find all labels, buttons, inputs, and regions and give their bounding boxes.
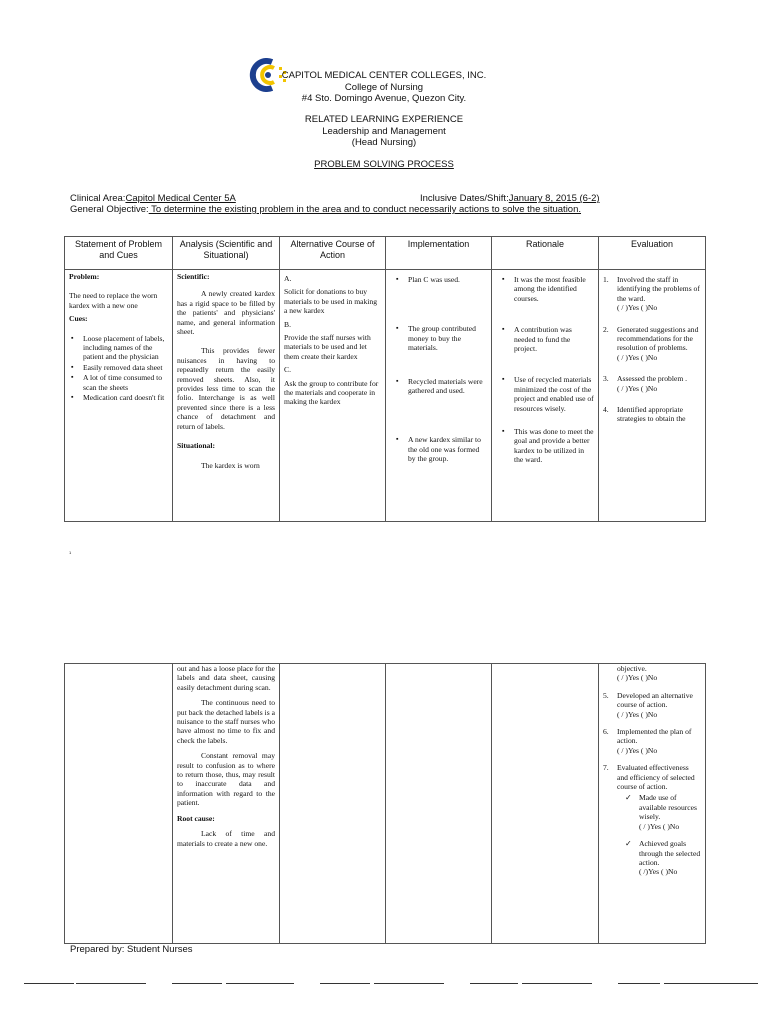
yes-no-mark: ( / )Yes ( )No: [617, 745, 658, 755]
alt-a-marker: A.: [284, 274, 292, 283]
implementation-item: ▪ A new kardex similar to the old one was formed by the group.: [408, 435, 487, 463]
evaluation-cell: [599, 270, 706, 522]
college-name: College of Nursing: [344, 82, 424, 93]
scientific-label: Scientific:: [177, 272, 210, 281]
cue-item: ▪ Medication card doesn't fit: [83, 393, 168, 402]
cues-label: Cues:: [69, 314, 88, 324]
evaluation-item: 2. Generated suggestions and recommendations for the resolution of problems. ( / )Yes ( )No: [603, 324, 699, 362]
implementation-item: ▪ The group contributed money to buy the materials.: [408, 324, 487, 352]
rationale-cell-continued: [492, 664, 599, 944]
prepared-by: Prepared by: Student Nurses: [70, 944, 193, 955]
evaluation-item: 4. Identified appropriate strategies to obtain the: [603, 405, 686, 424]
alt-b-marker: B.: [284, 319, 291, 329]
analysis-paragraph: out and has a loose place for the labels and data sheet, causing easily detachment during scan.: [177, 664, 275, 692]
page-marker: 1: [69, 550, 72, 555]
implementation-cell: [386, 270, 492, 522]
analysis-paragraph: Lack of time and materials to create a new one.: [177, 829, 275, 848]
checklist: [617, 793, 701, 876]
rationale-item: ▪ This was done to meet the goal and provide a better kardex to be utilized in the ward.: [514, 427, 594, 465]
dates-row: [420, 193, 689, 204]
clinical-area-value: Capitol Medical Center 5A: [125, 193, 236, 204]
header-alternative: Alternative Course of Action: [280, 237, 386, 270]
yes-no-mark: ( / )Yes ( )No: [617, 709, 658, 719]
implementation-item: ▪ Plan C was used.: [408, 275, 487, 284]
evaluation-continuation: objective. ( / )Yes ( )No: [617, 664, 658, 683]
alternatives-cell-continued: [280, 664, 386, 944]
rationale-list: [496, 275, 594, 465]
cue-item: ▪ Easily removed data sheet: [83, 363, 168, 372]
cues-list: [69, 334, 168, 403]
problem-label: Problem:: [69, 272, 100, 281]
analysis-paragraph: This provides fewer nuisances in having to repeatedly return the easily removed sheets. Also, it provides less time to scan the folio. Interchange is as well prevented since there is a less chance of detachment and return of labels.: [177, 346, 275, 431]
alt-a-text: Solicit for donations to buy materials to be used in making a new kardex: [284, 287, 378, 316]
root-cause-label: Root cause:: [177, 813, 215, 823]
analysis-cell: [173, 270, 280, 522]
alt-b-text: Provide the staff nurses with materials to be used and let them create their kardex: [284, 333, 371, 361]
course-title: Leadership and Management: [322, 126, 446, 137]
yes-no-mark: ( / )Yes ( )No: [639, 821, 680, 831]
problem-cell-continued: [65, 664, 173, 944]
analysis-paragraph: A newly created kardex has a rigid space to be filled by the patients' and physicians' name, and general information sheet.: [177, 289, 275, 337]
clinical-area-label: Clinical Area:: [70, 193, 126, 204]
dates-label: Inclusive Dates/Shift:: [420, 193, 509, 204]
evaluation-list: [603, 275, 701, 424]
rationale-cell: [492, 270, 599, 522]
evaluation-item: 3. Assessed the problem . ( / )Yes ( )No: [603, 374, 688, 393]
continuation-table: [64, 663, 706, 944]
rationale-item: ▪ Use of recycled materials minimized the cost of the project and enabled use of resources wisely.: [514, 375, 594, 413]
objective-row: [70, 204, 581, 215]
implementation-list: [390, 275, 487, 464]
implementation-cell-continued: [386, 664, 492, 944]
evaluation-item: 6. Implemented the plan of action. ( / )Yes ( )No: [603, 727, 692, 755]
yes-no-mark: ( / )Yes ( )No: [617, 303, 658, 313]
analysis-paragraph: The kardex is worn: [201, 460, 260, 470]
header-implementation: Implementation: [386, 237, 492, 270]
rle-title: RELATED LEARNING EXPERIENCE: [304, 114, 464, 125]
analysis-cell-continued: [173, 664, 280, 944]
yes-no-mark: ( /)Yes ( )No: [639, 867, 678, 877]
header-analysis: Analysis (Scientific and Situational): [173, 237, 280, 270]
signature-lines: [24, 983, 758, 985]
dates-value: January 8, 2015 (6-2): [508, 193, 600, 204]
alt-c-marker: C.: [284, 365, 291, 375]
yes-no-mark: ( / )Yes ( )No: [617, 673, 658, 683]
evaluation-item: 7. Evaluated effectiveness and efficiency of selected course of action. ✓ Made use of available resources wisely. ( / )Yes ( )No ✓ Achieved goals through the selected action. ( /)Yes ( )No: [617, 763, 701, 876]
address: #4 Sto. Domingo Avenue, Quezon City.: [301, 93, 467, 104]
rationale-item: ▪ A contribution was needed to fund the project.: [514, 325, 594, 353]
header-evaluation: Evaluation: [599, 237, 706, 270]
implementation-item: ▪ Recycled materials were gathered and used.: [408, 377, 487, 396]
problem-solving-table: [64, 236, 706, 522]
header-rationale: Rationale: [492, 237, 599, 270]
evaluation-list-continued: [603, 691, 701, 877]
document-title: PROBLEM SOLVING PROCESS: [314, 159, 454, 170]
yes-no-mark: ( / )Yes ( )No: [617, 383, 658, 393]
cue-item: ▪ A lot of time consumed to scan the sheets: [83, 373, 168, 392]
header-statement: Statement of Problem and Cues: [65, 237, 173, 270]
evaluation-item: 1. Involved the staff in identifying the problems of the ward. ( / )Yes ( )No: [603, 275, 700, 313]
problem-text: The need to replace the worn kardex with a new one: [69, 291, 158, 310]
yes-no-mark: ( / )Yes ( )No: [617, 352, 658, 362]
cue-item: ▪ Loose placement of labels, including names of the patient and the physician: [83, 334, 168, 362]
alternatives-cell: [280, 270, 386, 522]
course-subtitle: (Head Nursing): [351, 137, 417, 148]
clinical-area-row: [70, 193, 333, 204]
rationale-item: ▪ It was the most feasible among the identified courses.: [514, 275, 594, 303]
objective-value: To determine the existing problem in the area and to conduct necessarily actions to solve the situation.: [148, 204, 582, 215]
institution-name: CAPITOL MEDICAL CENTER COLLEGES, INC.: [281, 70, 487, 81]
check-item: ✓ Made use of available resources wisely. ( / )Yes ( )No: [639, 793, 701, 831]
situational-label: Situational:: [177, 441, 215, 451]
objective-label: General Objective:: [70, 204, 149, 215]
evaluation-cell-continued: [599, 664, 706, 944]
analysis-paragraph: Constant removal may result to confusion as to where to return those, thus, may result to inaccurate data and information with regard to the patient.: [177, 751, 275, 808]
problem-cell: [65, 270, 173, 522]
check-item: ✓ Achieved goals through the selected action. ( /)Yes ( )No: [639, 839, 701, 877]
alt-c-text: Ask the group to contribute for the materials and cooperate in making the kardex: [284, 378, 379, 407]
evaluation-item: 5. Developed an alternative course of action. ( / )Yes ( )No: [603, 690, 693, 719]
analysis-paragraph: The continuous need to put back the detached labels is a nuisance to the staff nurses who have almost no time to fix and check the labels.: [177, 698, 275, 745]
